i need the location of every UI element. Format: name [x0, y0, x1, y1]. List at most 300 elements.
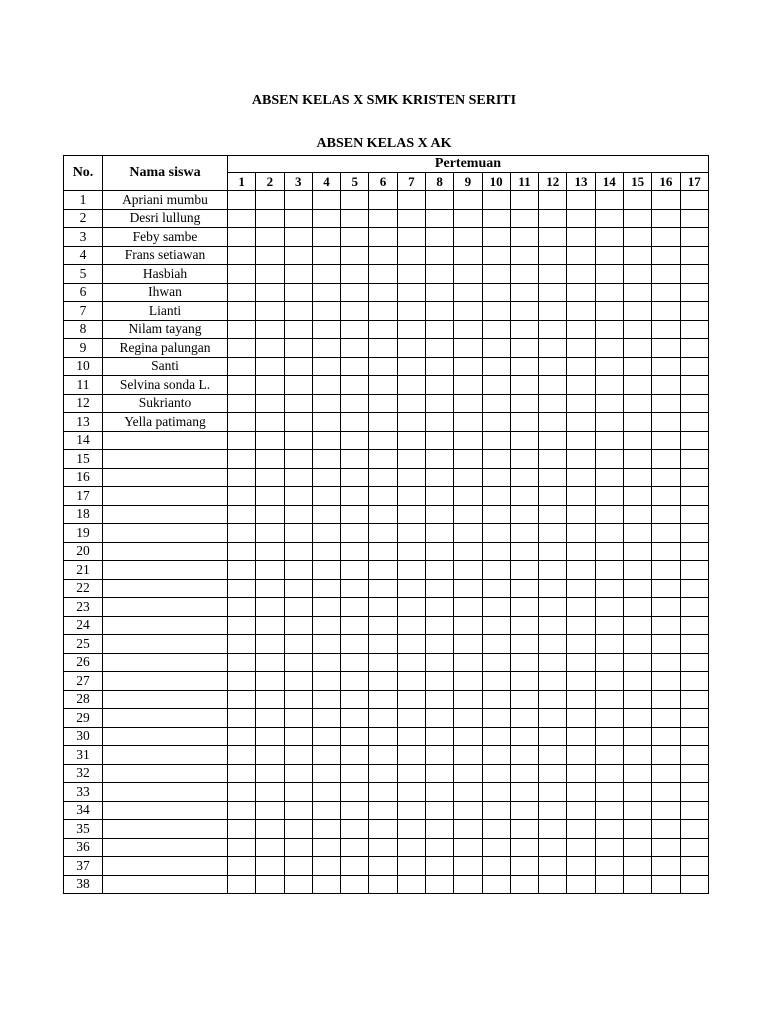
meeting-number-header: 16 — [652, 173, 680, 191]
attendance-cell — [510, 727, 538, 746]
attendance-cell — [652, 450, 680, 469]
attendance-cell — [595, 228, 623, 247]
attendance-cell — [567, 376, 595, 395]
attendance-cell — [510, 376, 538, 395]
attendance-cell — [454, 450, 482, 469]
table-row — [64, 505, 709, 524]
attendance-cell — [539, 764, 567, 783]
attendance-cell — [623, 228, 651, 247]
attendance-cell — [652, 875, 680, 894]
attendance-cell — [567, 339, 595, 358]
table-row — [64, 653, 709, 672]
attendance-cell — [341, 764, 369, 783]
attendance-cell — [397, 690, 425, 709]
attendance-cell — [454, 616, 482, 635]
attendance-cell — [482, 598, 510, 617]
attendance-cell — [482, 690, 510, 709]
table-row — [64, 690, 709, 709]
attendance-cell — [595, 820, 623, 839]
attendance-cell — [369, 635, 397, 654]
row-number: 3 — [64, 228, 103, 247]
attendance-cell — [482, 727, 510, 746]
attendance-cell — [482, 764, 510, 783]
attendance-cell — [284, 838, 312, 857]
attendance-cell — [652, 727, 680, 746]
attendance-cell — [341, 690, 369, 709]
row-number: 8 — [64, 320, 103, 339]
attendance-cell — [539, 246, 567, 265]
attendance-cell — [312, 468, 340, 487]
meeting-number-header: 10 — [482, 173, 510, 191]
attendance-cell — [482, 339, 510, 358]
attendance-cell — [256, 709, 284, 728]
attendance-cell — [228, 191, 256, 210]
row-number: 33 — [64, 783, 103, 802]
attendance-cell — [312, 302, 340, 321]
attendance-cell — [369, 653, 397, 672]
attendance-cell — [454, 579, 482, 598]
attendance-cell — [652, 357, 680, 376]
attendance-cell — [228, 709, 256, 728]
attendance-cell — [425, 283, 453, 302]
attendance-cell — [312, 653, 340, 672]
table-row — [64, 246, 709, 265]
attendance-cell — [539, 579, 567, 598]
table-row — [64, 783, 709, 802]
attendance-cell — [228, 228, 256, 247]
attendance-cell — [454, 653, 482, 672]
attendance-cell — [595, 209, 623, 228]
attendance-cell — [312, 616, 340, 635]
table-row — [64, 431, 709, 450]
attendance-cell — [341, 616, 369, 635]
attendance-cell — [595, 801, 623, 820]
attendance-cell — [482, 228, 510, 247]
row-number: 19 — [64, 524, 103, 543]
attendance-cell — [256, 283, 284, 302]
table-row — [64, 265, 709, 284]
attendance-cell — [539, 450, 567, 469]
table-row — [64, 339, 709, 358]
table-row — [64, 875, 709, 894]
attendance-cell — [652, 672, 680, 691]
attendance-cell — [256, 376, 284, 395]
attendance-cell — [397, 875, 425, 894]
attendance-cell — [680, 635, 708, 654]
student-name — [103, 616, 228, 635]
attendance-cell — [397, 561, 425, 580]
attendance-cell — [312, 598, 340, 617]
attendance-cell — [510, 820, 538, 839]
attendance-cell — [256, 357, 284, 376]
attendance-cell — [567, 283, 595, 302]
attendance-cell — [425, 801, 453, 820]
attendance-cell — [369, 616, 397, 635]
attendance-cell — [623, 598, 651, 617]
attendance-cell — [539, 635, 567, 654]
student-name — [103, 857, 228, 876]
attendance-cell — [369, 283, 397, 302]
attendance-cell — [284, 505, 312, 524]
table-row — [64, 635, 709, 654]
attendance-cell — [369, 246, 397, 265]
attendance-cell — [567, 542, 595, 561]
attendance-cell — [567, 320, 595, 339]
table-row — [64, 283, 709, 302]
attendance-cell — [397, 246, 425, 265]
attendance-cell — [510, 209, 538, 228]
attendance-cell — [341, 394, 369, 413]
attendance-cell — [680, 857, 708, 876]
attendance-cell — [312, 339, 340, 358]
attendance-cell — [341, 635, 369, 654]
attendance-cell — [539, 616, 567, 635]
attendance-cell — [454, 598, 482, 617]
attendance-cell — [341, 191, 369, 210]
attendance-cell — [652, 524, 680, 543]
attendance-cell — [369, 394, 397, 413]
attendance-cell — [397, 764, 425, 783]
attendance-cell — [482, 524, 510, 543]
attendance-cell — [256, 616, 284, 635]
attendance-cell — [228, 450, 256, 469]
attendance-cell — [228, 431, 256, 450]
attendance-cell — [595, 653, 623, 672]
attendance-cell — [510, 783, 538, 802]
attendance-cell — [680, 524, 708, 543]
attendance-cell — [284, 875, 312, 894]
attendance-cell — [623, 783, 651, 802]
attendance-cell — [256, 746, 284, 765]
attendance-cell — [341, 579, 369, 598]
attendance-cell — [397, 394, 425, 413]
attendance-cell — [341, 672, 369, 691]
attendance-cell — [539, 820, 567, 839]
attendance-cell — [425, 875, 453, 894]
row-number: 28 — [64, 690, 103, 709]
attendance-cell — [284, 283, 312, 302]
attendance-cell — [284, 561, 312, 580]
student-name: Yella patimang — [103, 413, 228, 432]
attendance-cell — [369, 524, 397, 543]
attendance-cell — [256, 801, 284, 820]
attendance-cell — [341, 320, 369, 339]
attendance-cell — [228, 764, 256, 783]
attendance-cell — [539, 746, 567, 765]
attendance-cell — [482, 616, 510, 635]
table-row — [64, 764, 709, 783]
row-number: 2 — [64, 209, 103, 228]
attendance-cell — [397, 320, 425, 339]
attendance-cell — [623, 801, 651, 820]
attendance-cell — [454, 505, 482, 524]
attendance-cell — [454, 801, 482, 820]
attendance-cell — [510, 228, 538, 247]
student-name: Frans setiawan — [103, 246, 228, 265]
attendance-cell — [341, 653, 369, 672]
student-name — [103, 746, 228, 765]
attendance-cell — [482, 838, 510, 857]
attendance-cell — [510, 579, 538, 598]
attendance-cell — [341, 283, 369, 302]
attendance-cell — [397, 579, 425, 598]
attendance-cell — [425, 191, 453, 210]
attendance-cell — [595, 431, 623, 450]
table-row — [64, 413, 709, 432]
attendance-cell — [539, 302, 567, 321]
attendance-cell — [228, 838, 256, 857]
attendance-cell — [228, 561, 256, 580]
attendance-cell — [228, 616, 256, 635]
table-row — [64, 209, 709, 228]
attendance-cell — [284, 857, 312, 876]
attendance-cell — [567, 487, 595, 506]
row-number: 4 — [64, 246, 103, 265]
attendance-cell — [284, 394, 312, 413]
table-row — [64, 302, 709, 321]
table-row — [64, 320, 709, 339]
attendance-cell — [652, 376, 680, 395]
attendance-cell — [284, 709, 312, 728]
attendance-cell — [482, 672, 510, 691]
attendance-cell — [256, 838, 284, 857]
column-header-no: No. — [64, 156, 103, 191]
attendance-cell — [680, 838, 708, 857]
attendance-cell — [595, 764, 623, 783]
row-number: 23 — [64, 598, 103, 617]
attendance-cell — [567, 265, 595, 284]
student-name — [103, 690, 228, 709]
attendance-cell — [341, 431, 369, 450]
attendance-cell — [623, 746, 651, 765]
attendance-cell — [680, 302, 708, 321]
attendance-cell — [312, 690, 340, 709]
attendance-cell — [341, 838, 369, 857]
attendance-cell — [623, 209, 651, 228]
student-name — [103, 820, 228, 839]
attendance-cell — [595, 302, 623, 321]
attendance-cell — [539, 783, 567, 802]
attendance-cell — [256, 690, 284, 709]
attendance-cell — [567, 579, 595, 598]
attendance-cell — [567, 505, 595, 524]
student-name: Ihwan — [103, 283, 228, 302]
meeting-number-header: 3 — [284, 173, 312, 191]
attendance-cell — [680, 413, 708, 432]
attendance-cell — [652, 764, 680, 783]
attendance-cell — [425, 616, 453, 635]
attendance-cell — [539, 561, 567, 580]
attendance-cell — [341, 413, 369, 432]
attendance-cell — [369, 838, 397, 857]
row-number: 7 — [64, 302, 103, 321]
table-row — [64, 228, 709, 247]
attendance-cell — [425, 524, 453, 543]
attendance-cell — [510, 635, 538, 654]
attendance-cell — [284, 616, 312, 635]
row-number: 17 — [64, 487, 103, 506]
attendance-cell — [312, 727, 340, 746]
attendance-cell — [510, 265, 538, 284]
attendance-cell — [680, 579, 708, 598]
attendance-cell — [652, 283, 680, 302]
attendance-cell — [595, 283, 623, 302]
attendance-cell — [397, 801, 425, 820]
attendance-cell — [312, 228, 340, 247]
attendance-cell — [454, 302, 482, 321]
attendance-cell — [341, 339, 369, 358]
attendance-cell — [623, 357, 651, 376]
attendance-cell — [623, 672, 651, 691]
meeting-number-header: 7 — [397, 173, 425, 191]
attendance-cell — [425, 505, 453, 524]
attendance-cell — [510, 191, 538, 210]
attendance-cell — [482, 394, 510, 413]
row-number: 5 — [64, 265, 103, 284]
attendance-cell — [482, 746, 510, 765]
attendance-cell — [652, 209, 680, 228]
attendance-cell — [284, 302, 312, 321]
attendance-cell — [425, 265, 453, 284]
attendance-cell — [482, 357, 510, 376]
attendance-cell — [256, 302, 284, 321]
attendance-cell — [369, 191, 397, 210]
attendance-cell — [312, 450, 340, 469]
attendance-cell — [539, 672, 567, 691]
attendance-cell — [567, 857, 595, 876]
attendance-cell — [595, 394, 623, 413]
row-number: 29 — [64, 709, 103, 728]
row-number: 35 — [64, 820, 103, 839]
attendance-cell — [510, 283, 538, 302]
attendance-cell — [539, 283, 567, 302]
attendance-cell — [312, 709, 340, 728]
attendance-cell — [454, 191, 482, 210]
attendance-cell — [482, 653, 510, 672]
student-name — [103, 764, 228, 783]
attendance-cell — [623, 579, 651, 598]
attendance-cell — [284, 431, 312, 450]
attendance-cell — [652, 431, 680, 450]
attendance-cell — [510, 561, 538, 580]
table-row — [64, 524, 709, 543]
meeting-number-header: 2 — [256, 173, 284, 191]
attendance-cell — [284, 246, 312, 265]
attendance-cell — [510, 468, 538, 487]
attendance-cell — [256, 653, 284, 672]
attendance-cell — [680, 709, 708, 728]
student-name: Regina palungan — [103, 339, 228, 358]
attendance-cell — [595, 413, 623, 432]
attendance-cell — [454, 468, 482, 487]
attendance-cell — [312, 320, 340, 339]
attendance-cell — [228, 339, 256, 358]
attendance-table — [63, 155, 709, 894]
attendance-cell — [312, 635, 340, 654]
attendance-cell — [369, 487, 397, 506]
table-row — [64, 394, 709, 413]
attendance-cell — [539, 709, 567, 728]
attendance-cell — [284, 542, 312, 561]
attendance-cell — [397, 505, 425, 524]
attendance-cell — [482, 246, 510, 265]
attendance-cell — [510, 690, 538, 709]
attendance-cell — [369, 820, 397, 839]
attendance-cell — [425, 838, 453, 857]
attendance-cell — [510, 450, 538, 469]
attendance-cell — [397, 838, 425, 857]
attendance-cell — [652, 783, 680, 802]
attendance-cell — [652, 801, 680, 820]
attendance-cell — [341, 709, 369, 728]
student-name — [103, 524, 228, 543]
attendance-cell — [567, 468, 595, 487]
attendance-cell — [652, 228, 680, 247]
table-row — [64, 838, 709, 857]
attendance-cell — [312, 524, 340, 543]
attendance-cell — [567, 764, 595, 783]
attendance-cell — [567, 653, 595, 672]
attendance-cell — [510, 524, 538, 543]
row-number: 25 — [64, 635, 103, 654]
student-name: Sukrianto — [103, 394, 228, 413]
attendance-cell — [454, 394, 482, 413]
attendance-cell — [567, 838, 595, 857]
attendance-cell — [595, 357, 623, 376]
attendance-cell — [256, 431, 284, 450]
attendance-cell — [228, 487, 256, 506]
attendance-cell — [369, 339, 397, 358]
row-number: 34 — [64, 801, 103, 820]
attendance-cell — [510, 394, 538, 413]
attendance-cell — [341, 487, 369, 506]
attendance-cell — [680, 191, 708, 210]
attendance-cell — [623, 339, 651, 358]
student-name — [103, 727, 228, 746]
attendance-cell — [256, 672, 284, 691]
student-name — [103, 468, 228, 487]
attendance-cell — [228, 265, 256, 284]
attendance-cell — [341, 302, 369, 321]
attendance-cell — [425, 820, 453, 839]
attendance-cell — [680, 468, 708, 487]
attendance-cell — [256, 413, 284, 432]
attendance-cell — [228, 801, 256, 820]
attendance-cell — [341, 228, 369, 247]
attendance-cell — [510, 598, 538, 617]
attendance-cell — [482, 875, 510, 894]
attendance-cell — [652, 857, 680, 876]
attendance-cell — [680, 783, 708, 802]
attendance-cell — [623, 320, 651, 339]
attendance-cell — [284, 376, 312, 395]
attendance-cell — [397, 524, 425, 543]
attendance-cell — [510, 672, 538, 691]
row-number: 14 — [64, 431, 103, 450]
student-name — [103, 783, 228, 802]
attendance-cell — [312, 191, 340, 210]
attendance-cell — [539, 487, 567, 506]
attendance-cell — [369, 431, 397, 450]
student-name — [103, 561, 228, 580]
row-number: 11 — [64, 376, 103, 395]
attendance-cell — [510, 746, 538, 765]
attendance-cell — [312, 875, 340, 894]
attendance-cell — [284, 727, 312, 746]
attendance-cell — [539, 505, 567, 524]
attendance-cell — [567, 598, 595, 617]
attendance-cell — [425, 672, 453, 691]
